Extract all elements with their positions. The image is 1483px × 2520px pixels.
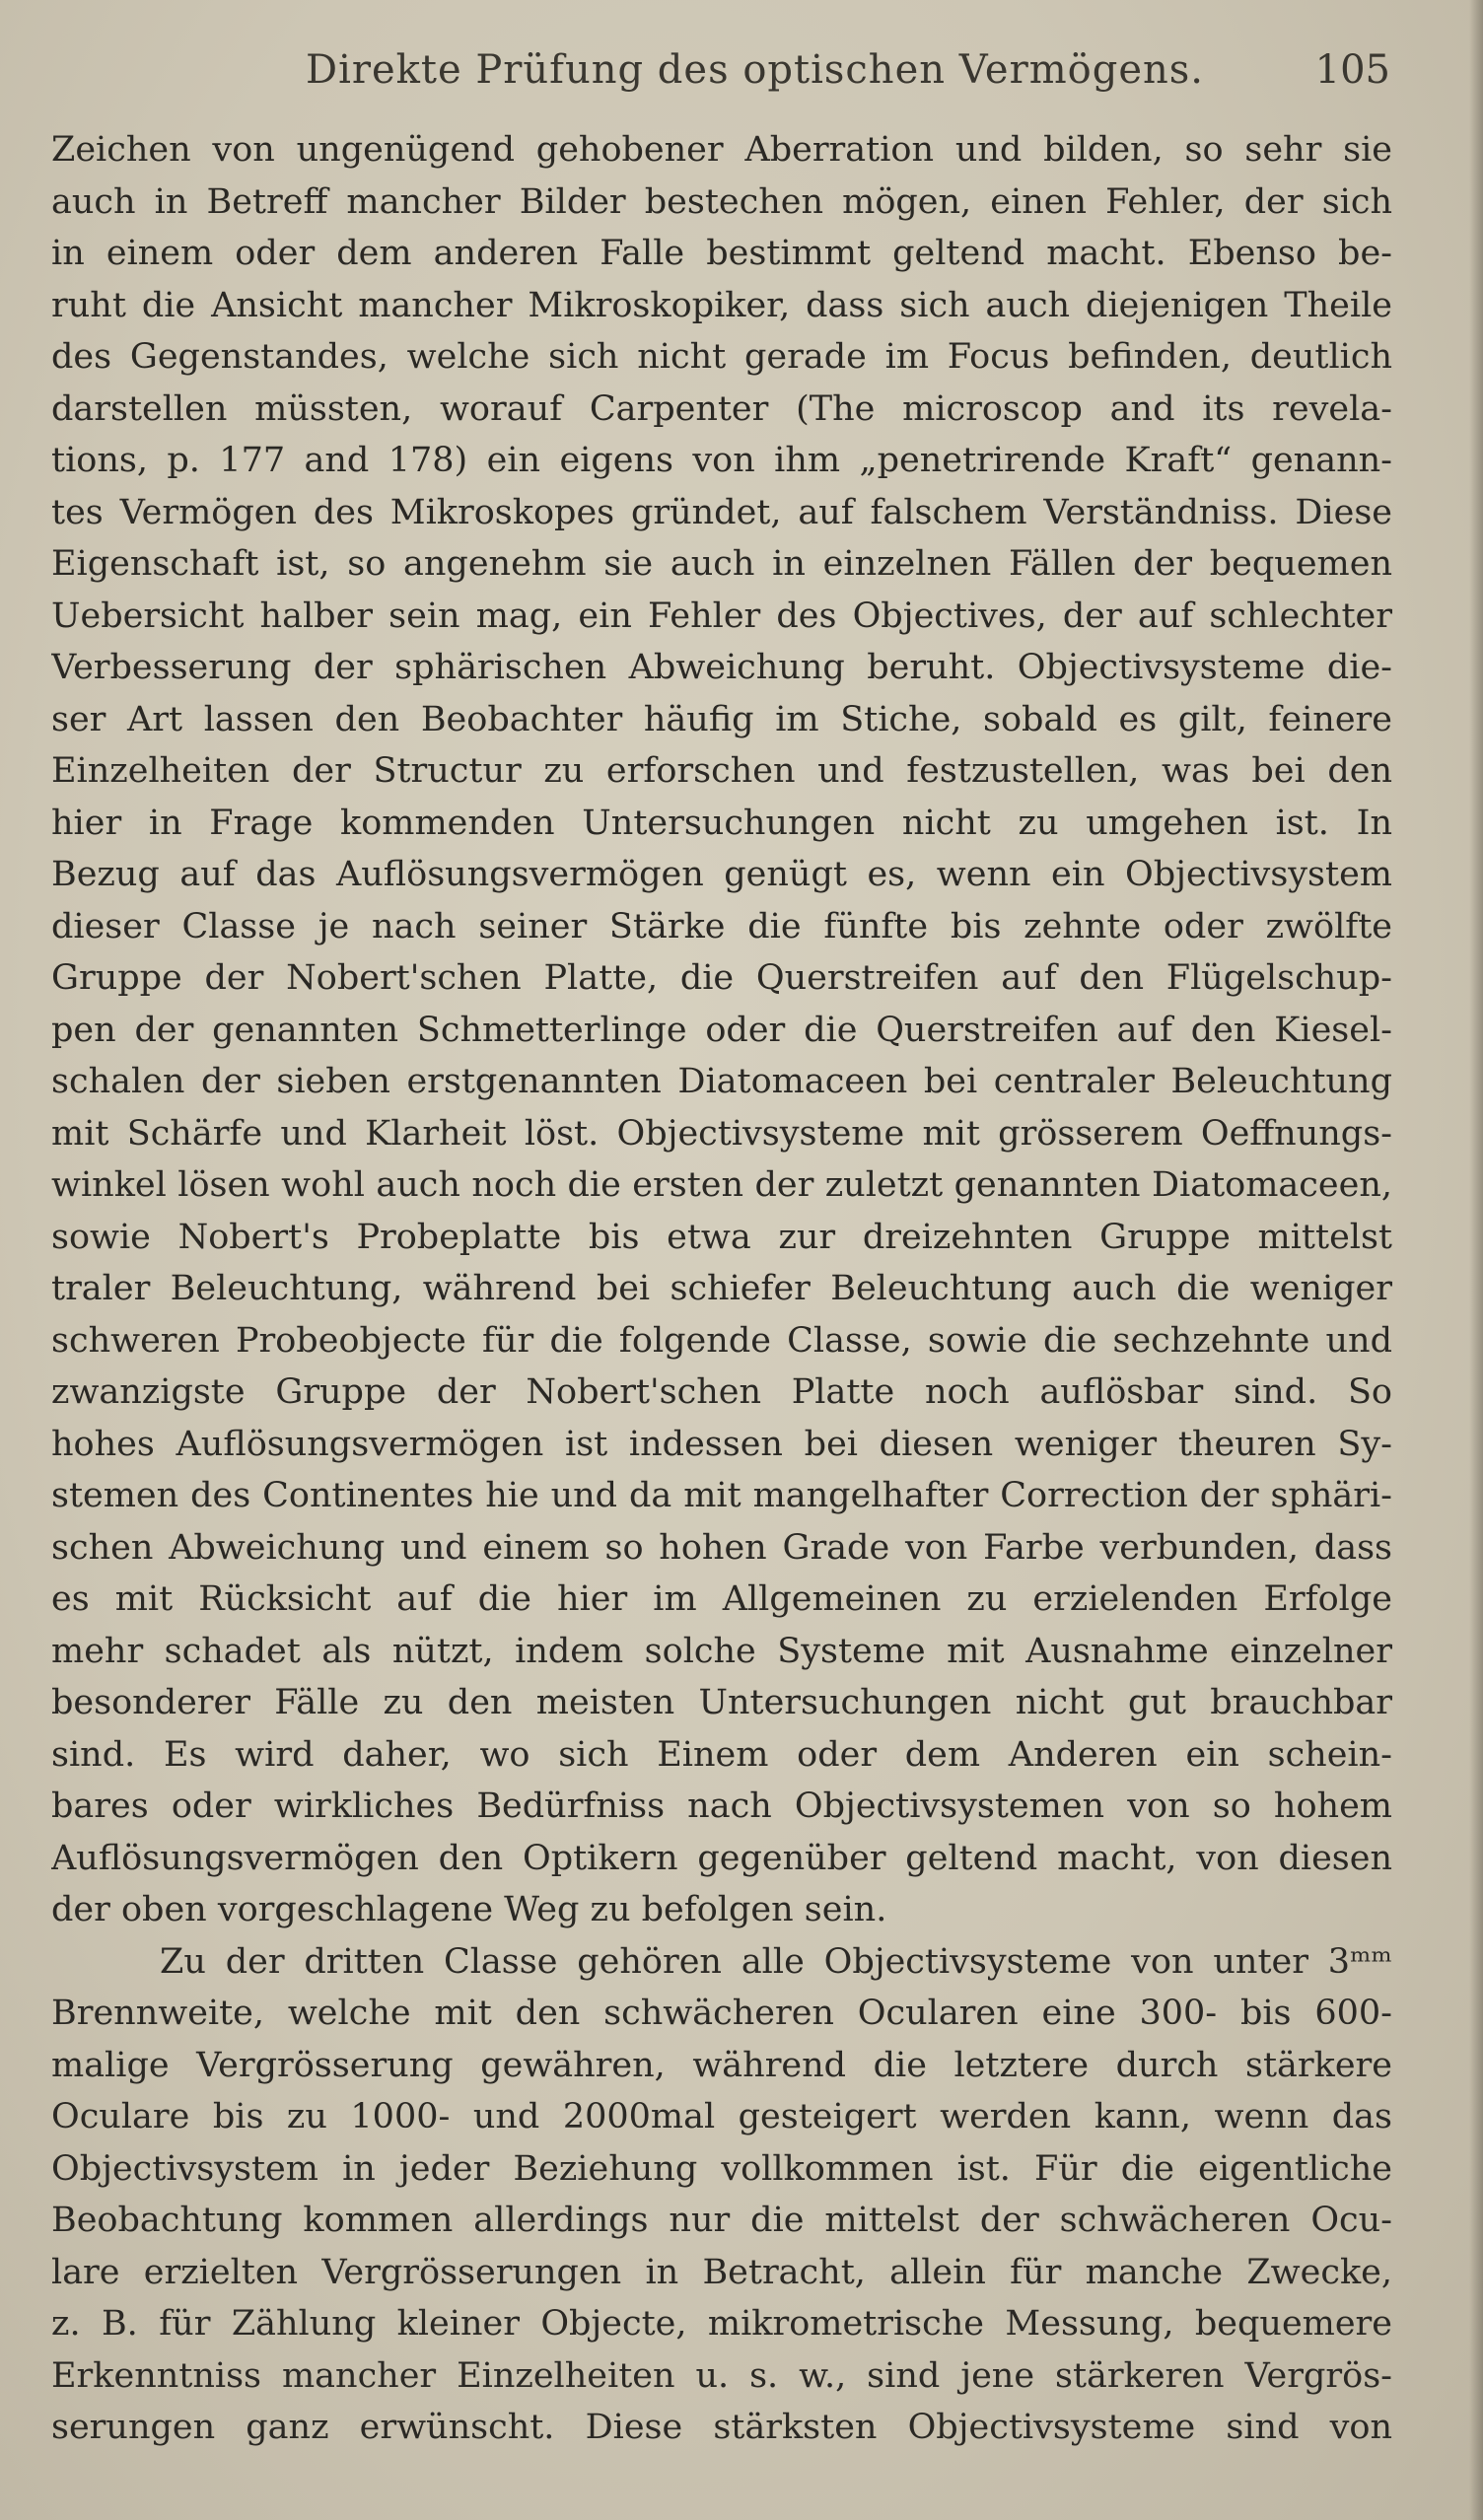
text-line: Erkenntniss mancher Einzelheiten u. s. w., sind jene stärkeren Vergrös- <box>51 2355 1392 2396</box>
page-number: 105 <box>1314 47 1390 93</box>
text-line: es mit Rücksicht auf die hier im Allgemeinen zu erzielenden Erfolge <box>51 1579 1392 1619</box>
text-line: z. B. für Zählung kleiner Objecte, mikrometrische Messung, bequemere <box>51 2304 1392 2344</box>
text-line: serungen ganz erwünscht. Diese stärksten Objectivsysteme sind von <box>51 2408 1392 2447</box>
text-line: hohes Auflösungsvermögen ist indessen bei diesen weniger theuren Sy- <box>51 1424 1392 1464</box>
text-line: Auflösungsvermögen den Optikern gegenüber geltend macht, von diesen <box>51 1838 1392 1878</box>
text-line: Einzelheiten der Structur zu erforschen und festzustellen, was bei den <box>51 751 1392 791</box>
text-line: winkel lösen wohl auch noch die ersten der zuletzt genannten Diatomaceen, <box>51 1165 1392 1205</box>
text-line: Brennweite, welche mit den schwächeren Ocularen eine 300- bis 600- <box>51 1994 1392 2033</box>
text-line: des Gegenstandes, welche sich nicht gerade im Focus befinden, deutlich <box>51 337 1392 377</box>
text-line: sind. Es wird daher, wo sich Einem oder dem Anderen ein schein- <box>51 1734 1392 1775</box>
text-line: schalen der sieben erstgenannten Diatomaceen bei centraler Beleuchtung <box>51 1062 1392 1101</box>
text-line: auch in Betreff mancher Bilder bestechen mögen, einen Fehler, der sich <box>51 181 1392 222</box>
text-line: Zu der dritten Classe gehören alle Objectivsysteme von unter 3ᵐᵐ <box>160 1941 1392 1982</box>
text-line: schen Abweichung und einem so hohen Grade von Farbe verbunden, dass <box>51 1527 1392 1568</box>
text-line: traler Beleuchtung, während bei schiefer Beleuchtung auch die weniger <box>51 1269 1392 1308</box>
text-line: schweren Probeobjecte für die folgende Classe, sowie die sechzehnte und <box>51 1320 1392 1361</box>
text-line: ruht die Ansicht mancher Mikroskopiker, dass sich auch diejenigen Theile <box>51 285 1392 325</box>
body-text <box>51 124 1392 2454</box>
page-header <box>286 47 1390 106</box>
page-edge-shadow <box>1469 0 1483 2520</box>
text-line: ser Art lassen den Beobachter häufig im Stiche, sobald es gilt, feinere <box>51 699 1392 739</box>
text-line: mit Schärfe und Klarheit löst. Objectivsysteme mit grösserem Oeffnungs- <box>51 1113 1392 1154</box>
text-line: Eigenschaft ist, so angenehm sie auch in einzelnen Fällen der bequemen <box>51 544 1392 584</box>
text-line: sowie Nobert's Probeplatte bis etwa zur dreizehnten Gruppe mittelst <box>51 1217 1392 1257</box>
text-line: Gruppe der Nobert'schen Platte, die Querstreifen auf den Flügelschup- <box>51 958 1392 998</box>
text-line: tions, p. 177 and 178) ein eigens von ihm „penetrirende Kraft“ genann- <box>51 441 1392 480</box>
text-line: hier in Frage kommenden Untersuchungen nicht zu umgehen ist. In <box>51 803 1392 843</box>
text-line: Uebersicht halber sein mag, ein Fehler des Objectives, der auf schlechter <box>51 595 1392 636</box>
text-line: bares oder wirkliches Bedürfniss nach Objectivsystemen von so hohem <box>51 1786 1392 1826</box>
text-line: Objectivsystem in jeder Beziehung vollkommen ist. Für die eigentliche <box>51 2148 1392 2189</box>
text-line: besonderer Fälle zu den meisten Untersuchungen nicht gut brauchbar <box>51 1683 1392 1722</box>
text-line: darstellen müssten, worauf Carpenter (The microscop and its revela- <box>51 388 1392 429</box>
text-line: Bezug auf das Auflösungsvermögen genügt es, wenn ein Objectivsystem <box>51 855 1392 894</box>
text-line: tes Vermögen des Mikroskopes gründet, auf falschem Verständniss. Diese <box>51 492 1392 532</box>
text-line: lare erzielten Vergrösserungen in Betracht, allein für manche Zwecke, <box>51 2252 1392 2292</box>
text-line: in einem oder dem anderen Falle bestimmt geltend macht. Ebenso be- <box>51 234 1392 273</box>
text-line: Oculare bis zu 1000- und 2000mal gesteigert werden kann, wenn das <box>51 2097 1392 2136</box>
text-line: stemen des Continentes hie und da mit mangelhafter Correction der sphäri- <box>51 1476 1392 1515</box>
text-line: mehr schadet als nützt, indem solche Systeme mit Ausnahme einzelner <box>51 1631 1392 1671</box>
text-line: der oben vorgeschlagene Weg zu befolgen sein. <box>51 1890 887 1929</box>
text-line: Beobachtung kommen allerdings nur die mittelst der schwächeren Ocu- <box>51 2201 1392 2240</box>
running-head: Direkte Prüfung des optischen Vermögens. <box>306 47 1205 93</box>
text-line: dieser Classe je nach seiner Stärke die fünfte bis zehnte oder zwölfte <box>51 906 1392 946</box>
text-line: Verbesserung der sphärischen Abweichung beruht. Objectivsysteme die- <box>51 648 1392 687</box>
text-line: zwanzigste Gruppe der Nobert'schen Platte noch auflösbar sind. So <box>51 1372 1392 1412</box>
text-line: pen der genannten Schmetterlinge oder die Querstreifen auf den Kiesel- <box>51 1010 1392 1050</box>
text-line: malige Vergrösserung gewähren, während die letztere durch stärkere <box>51 2045 1392 2085</box>
text-line: Zeichen von ungenügend gehobener Aberration und bilden, so sehr sie <box>51 130 1392 170</box>
